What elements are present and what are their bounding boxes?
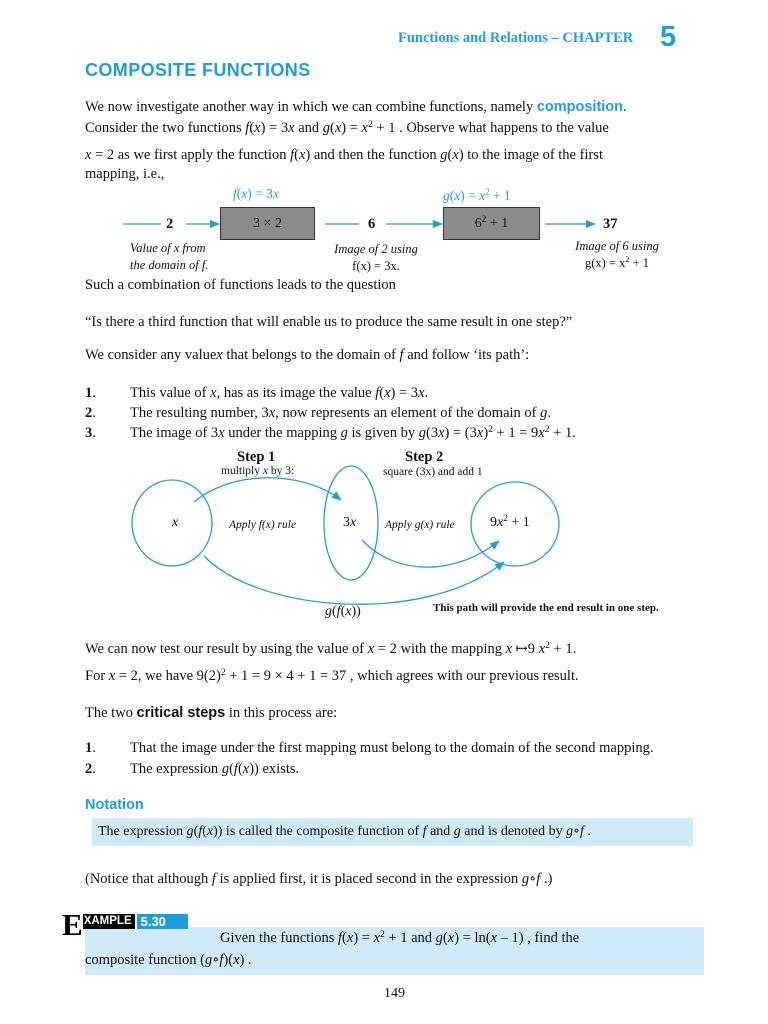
text-run: and [294, 120, 323, 136]
image-element [343, 514, 356, 532]
text-run: – 1) , find the [497, 930, 580, 946]
math-variable: x [367, 641, 375, 657]
mapping-output: 37 [603, 216, 618, 232]
text-run: ( [340, 604, 346, 619]
text-run: is given by [347, 425, 419, 441]
text-run: + 1 and [384, 930, 436, 946]
path-intro-line [85, 346, 529, 364]
middle-caption-line-1: Image of 2 using [334, 242, 418, 256]
text-run: The resulting number, 3 [130, 405, 269, 421]
list-item [130, 760, 299, 778]
math-variable: f [198, 824, 203, 839]
math-variable: x [505, 641, 513, 657]
path-note: This path will provide the end result in one step. [433, 602, 659, 614]
text-run: by 3: [267, 465, 295, 477]
example-line-2 [85, 951, 252, 969]
text-run: . [92, 385, 96, 401]
step-1-subtitle [221, 464, 294, 478]
bold-text: 2 [85, 761, 93, 777]
text-run: This value of [130, 385, 211, 401]
text-run: + 1. [549, 425, 576, 441]
math-variable: x [298, 147, 306, 163]
superscript: 2 [481, 213, 487, 224]
notation-definition [98, 823, 591, 841]
example-label [62, 907, 188, 942]
intro-line-2 [85, 119, 609, 139]
math-variable: f [536, 871, 541, 887]
text-run: The two [85, 705, 137, 721]
math-variable: x [268, 405, 276, 421]
math-variable: x [538, 425, 545, 441]
text-run: multiply [221, 465, 263, 477]
critical-steps-intro [85, 704, 337, 722]
math-variable: x [272, 186, 279, 201]
text-run: ↦9 [512, 641, 539, 657]
math-variable: f [399, 347, 404, 363]
text-run: g(x) = x [584, 256, 626, 270]
text-run: ) = 3 [390, 385, 419, 401]
math-variable: g [435, 930, 443, 946]
text-run: + 1 [629, 256, 650, 270]
text-run: ∘ [529, 871, 537, 887]
g-rule-label [443, 187, 511, 206]
text-run: under the mapping [224, 425, 341, 441]
intro-line-3 [85, 146, 603, 164]
text-run: ) = (3 [444, 425, 477, 441]
text-run: mapping, i.e., [85, 166, 165, 182]
example-label-initial: E [62, 907, 83, 942]
math-variable: f [422, 824, 427, 839]
text-run: , now represents an element of the domain of [275, 405, 541, 421]
text-run: 3 [343, 515, 350, 530]
text-run: We consider any value [85, 347, 217, 363]
math-variable: x [262, 465, 268, 477]
text-run: and is denoted by [460, 824, 567, 839]
text-run: is applied first, it is placed second in the expression [215, 871, 522, 887]
superscript: 2 [485, 187, 490, 198]
text-run: We now investigate another way in which we can combine functions, namely [85, 99, 537, 115]
superscript: 2 [367, 118, 373, 130]
text-run: + 1. [549, 641, 577, 657]
text-run: 9 [490, 515, 497, 530]
bold-text: 3 [85, 425, 93, 441]
text-run: . [92, 425, 96, 441]
math-variable: g [205, 952, 213, 968]
list-item [130, 739, 654, 757]
math-variable: x [350, 515, 357, 530]
test-line-2 [85, 667, 579, 687]
text-run: ) and then the function [305, 147, 441, 163]
math-variable: g [566, 824, 574, 839]
math-variable: f [245, 120, 250, 136]
bold-text: 2 [85, 405, 93, 421]
text-run: ( [202, 824, 207, 839]
section-title: COMPOSITE FUNCTIONS [85, 60, 311, 80]
notation-remark [85, 870, 552, 888]
text-run: ) [483, 425, 489, 441]
math-variable: f [338, 930, 343, 946]
superscript: 2 [625, 255, 630, 265]
math-variable: x [254, 120, 261, 136]
text-run: 6 [474, 216, 482, 231]
math-variable: g [453, 824, 461, 839]
math-variable: x [108, 668, 116, 684]
math-variable: g [340, 425, 348, 441]
math-variable: x [172, 515, 179, 530]
output-caption-line-1: Image of 6 using [575, 239, 659, 253]
example-label-text: XAMPLE [83, 914, 135, 929]
text-run: ( [379, 385, 385, 401]
text-run: ( [294, 147, 299, 163]
first-mapping-arrow [194, 478, 341, 502]
math-variable: f [580, 824, 584, 839]
second-mapping-arrow [362, 540, 499, 567]
text-run: ) = [341, 120, 362, 136]
math-variable: x [233, 952, 240, 968]
text-run: , has as its image the value [216, 385, 376, 401]
text-run: ( [442, 930, 448, 946]
math-variable: x [345, 604, 352, 619]
composite-label [325, 603, 361, 621]
math-variable: x [334, 120, 342, 136]
text-run: .) [540, 871, 553, 887]
math-variable: x [218, 425, 225, 441]
text-run: )) is called the composite function of [213, 824, 423, 839]
math-variable: g [443, 188, 450, 203]
text-run: The expression [130, 761, 222, 777]
g-process-box [443, 207, 540, 240]
math-variable: x [373, 930, 381, 946]
text-run: that belongs to the domain of [222, 347, 400, 363]
list-number [85, 424, 96, 442]
math-variable: g [186, 824, 194, 839]
math-variable: g [418, 425, 426, 441]
step-1-title: Step 1 [237, 449, 276, 465]
notation-heading: Notation [85, 797, 144, 813]
page-number: 149 [384, 986, 405, 1001]
text-run: ∘ [573, 824, 581, 839]
math-variable: x [288, 120, 295, 136]
text-run: ( [342, 930, 347, 946]
text-run: (3 [426, 425, 439, 441]
text-run: ∘ [212, 952, 220, 968]
text-run: . [583, 824, 591, 839]
superscript: 2 [545, 639, 550, 651]
math-variable: g [325, 604, 332, 619]
text-run: . [92, 761, 96, 777]
math-variable: f [233, 761, 238, 777]
text-run: ( [449, 188, 455, 203]
intro-line-1 [85, 98, 627, 116]
math-variable: f [375, 385, 380, 401]
mapping-input: 2 [166, 216, 174, 232]
f-process-box: 3 × 2 [220, 207, 315, 240]
math-variable: x [241, 186, 248, 201]
text-run: ) = 3 [260, 120, 289, 136]
math-variable: x [206, 824, 214, 839]
step-2-subtitle: square (3x) and add 1 [383, 466, 483, 478]
text-run: ( [332, 604, 337, 619]
math-variable: x [346, 930, 354, 946]
math-variable: g [221, 761, 230, 777]
input-caption [130, 240, 208, 274]
mapping-intermediate: 6 [368, 216, 376, 232]
text-run: in this process are: [225, 705, 338, 721]
text-run: ) = ln( [454, 930, 491, 946]
text-run: + 1 [489, 188, 511, 203]
list-item [130, 404, 551, 422]
composite-path-arrow [204, 556, 504, 604]
text-run: Given the functions [220, 930, 338, 946]
math-variable: x [216, 347, 223, 363]
text-run: ) to the image of the first [458, 147, 603, 163]
math-variable: x [85, 147, 92, 163]
text-run: composite function ( [85, 952, 206, 968]
example-line-1 [220, 929, 579, 949]
text-run: = 2, we have 9(2) [115, 668, 221, 684]
math-variable: x [476, 425, 484, 441]
text-run: ) = [353, 930, 374, 946]
result-element [490, 514, 530, 532]
text-run: That the image under the first mapping must belong to the domain of the second mapping. [130, 740, 654, 756]
superscript: 2 [544, 423, 550, 435]
text-run: . [92, 740, 96, 756]
math-variable: x [452, 147, 459, 163]
math-variable: f [290, 147, 295, 163]
math-variable: x [538, 641, 546, 657]
math-variable: x [242, 761, 250, 777]
text-run: . [547, 405, 552, 421]
superscript: 2 [503, 512, 508, 523]
text-run: We can now test our result by using the value of [85, 641, 368, 657]
math-variable: x [490, 930, 498, 946]
text-run: ) = [460, 188, 480, 203]
math-variable: x [418, 385, 425, 401]
bold-text: 1 [85, 385, 93, 401]
superscript: 2 [488, 423, 493, 435]
text-run: . [92, 405, 96, 421]
text-run: ( [236, 186, 242, 201]
text-run: ( [229, 761, 234, 777]
superscript: 2 [380, 928, 385, 940]
text-run: and follow ‘its path’: [403, 347, 530, 363]
text-run: = 2 as we first apply the function [91, 147, 291, 163]
list-number [85, 404, 96, 422]
text-run: + 1 . Observe what happens to the value [372, 120, 609, 136]
text-run: . [623, 99, 627, 115]
domain-element [172, 514, 178, 532]
chapter-header: Functions and Relations – CHAPTER [398, 30, 634, 46]
text-run: ( [447, 147, 453, 163]
list-item [130, 384, 428, 402]
second-rule-label: Apply g(x) rule [385, 519, 455, 531]
text-run: The expression [98, 824, 187, 839]
text-run: ) = 3 [247, 186, 273, 201]
text-run: (Notice that although [85, 871, 212, 887]
text-run: The image of 3 [130, 425, 219, 441]
math-variable: g [540, 405, 548, 421]
bold-text: 1 [85, 740, 93, 756]
input-caption-line-1: Value of x from [130, 241, 206, 255]
output-caption [558, 238, 676, 273]
math-variable: g [440, 147, 448, 163]
text-run: = 2 with the mapping [374, 641, 506, 657]
text-run: )) exists. [249, 761, 300, 777]
text-run: For [85, 668, 109, 684]
f-rule-label [233, 185, 279, 202]
superscript: 2 [220, 666, 226, 678]
math-variable: x [438, 425, 445, 441]
text-run: and [426, 824, 454, 839]
math-variable: g [521, 871, 530, 887]
chapter-number: 5 [660, 21, 677, 53]
text-run: + 1 [507, 515, 530, 530]
middle-caption [320, 241, 432, 275]
math-variable: f [219, 952, 224, 968]
step-2-title: Step 2 [405, 449, 444, 465]
math-variable: x [479, 188, 486, 203]
math-variable: f [211, 871, 216, 887]
intro-line-4 [85, 165, 164, 183]
math-variable: x [361, 120, 368, 136]
text-run: + 1 [486, 216, 509, 231]
math-variable: f [233, 186, 237, 201]
math-variable: f [336, 604, 341, 619]
text-run: + 1 = 9 [492, 425, 539, 441]
math-variable: x [447, 930, 455, 946]
text-run: ) . [239, 952, 252, 968]
text-run: Consider the two functions [85, 120, 246, 136]
list-number [85, 384, 96, 402]
math-variable: x [454, 188, 461, 203]
list-item [130, 424, 576, 444]
text-run: . [424, 385, 429, 401]
input-caption-line-2: the domain of f. [130, 258, 209, 272]
text-run: )) [351, 604, 361, 619]
list-number [85, 739, 96, 757]
list-number [85, 760, 96, 778]
example-number: 5.30 [135, 914, 188, 929]
test-line-1 [85, 640, 576, 660]
text-run: ( [237, 761, 243, 777]
text-run: )( [223, 952, 234, 968]
text-run: ( [193, 824, 199, 839]
math-variable: g [322, 120, 330, 136]
question-quote: “Is there a third function that will enable us to produce the same result in one step?” [85, 314, 573, 330]
middle-caption-line-2: f(x) = 3x. [352, 259, 400, 273]
text-run: + 1 = 9 × 4 + 1 = 37 , which agrees with our previous result. [225, 668, 579, 684]
first-rule-label: Apply f(x) rule [229, 519, 297, 531]
emphasis-term: critical steps [136, 705, 226, 721]
text-run: ( [330, 120, 335, 136]
text-run: ( [249, 120, 255, 136]
math-variable: x [497, 515, 504, 530]
emphasis-term: composition [536, 99, 624, 115]
output-caption-line-2 [558, 255, 676, 273]
math-variable: x [210, 385, 217, 401]
math-variable: x [384, 385, 391, 401]
question-lead: Such a combination of functions leads to the question [85, 277, 396, 293]
